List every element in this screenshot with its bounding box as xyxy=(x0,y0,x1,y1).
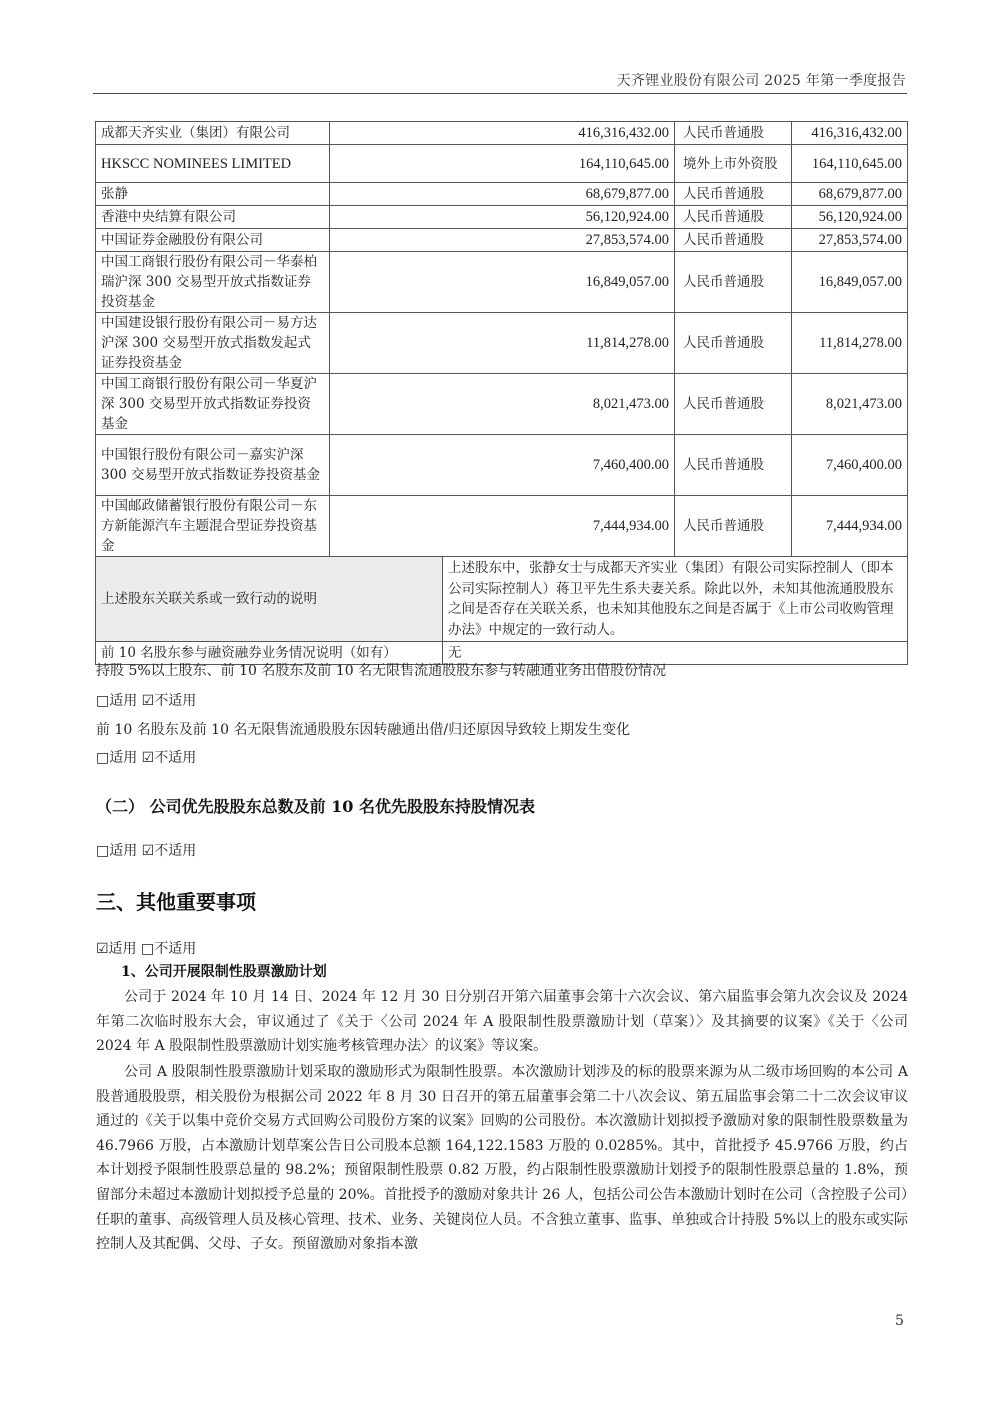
shares-held: 56,120,924.00 xyxy=(330,206,675,229)
table-row xyxy=(96,122,908,145)
table-row xyxy=(96,496,908,557)
header-rule xyxy=(93,93,907,94)
share-type: 境外上市外资股 xyxy=(675,145,792,183)
shares-held: 416,316,432.00 xyxy=(330,122,675,145)
shareholder-name: HKSCC NOMINEES LIMITED xyxy=(96,145,330,183)
shareholder-name: 中国建设银行股份有限公司－易方达沪深 300 交易型开放式指数发起式证券投资基金 xyxy=(96,313,330,374)
top-shareholders-table xyxy=(95,121,908,665)
share-type-count: 7,444,934.00 xyxy=(792,496,908,557)
share-type: 人民币普通股 xyxy=(675,183,792,206)
paragraph: 公司于 2024 年 10 月 14 日、2024 年 12 月 30 日分别召开第六届董事会第十六次会议、第六届监事会第九次会议及 2024 年第二次临时股东大会，审议通过了《关于〈公司 2024 年 A 股限制性股票激励计划（草案）〉及其摘要的议案》《关于〈公司 2024 年 A 股限制性股票激励计划实施考核管理办法〉的议案》等议案。 xyxy=(96,989,908,1055)
share-type: 人民币普通股 xyxy=(675,313,792,374)
share-type-count: 11,814,278.00 xyxy=(792,313,908,374)
lending-section-title: 持股 5%以上股东、前 10 名股东及前 10 名无限售流通股股东参与转融通业务出借股份情况 xyxy=(96,663,667,679)
incentive-plan-subheading: 1、公司开展限制性股票激励计划 xyxy=(121,964,327,980)
other-matters-applicable-checkbox: ☑适用 □不适用 xyxy=(96,941,197,957)
share-type: 人民币普通股 xyxy=(675,435,792,496)
table-row xyxy=(96,313,908,374)
lending-applicable-checkbox: □适用 ☑不适用 xyxy=(96,693,197,709)
margin-value: 无 xyxy=(443,642,908,665)
shares-held: 7,444,934.00 xyxy=(330,496,675,557)
share-type: 人民币普通股 xyxy=(675,252,792,313)
table-row xyxy=(96,206,908,229)
change-applicable-checkbox: □适用 ☑不适用 xyxy=(96,750,197,766)
table-row xyxy=(96,374,908,435)
share-type-count: 16,849,057.00 xyxy=(792,252,908,313)
share-type-count: 68,679,877.00 xyxy=(792,183,908,206)
share-type: 人民币普通股 xyxy=(675,206,792,229)
preferred-section-heading: （二） 公司优先股股东总数及前 10 名优先股股东持股情况表 xyxy=(96,797,535,816)
share-type-count: 8,021,473.00 xyxy=(792,374,908,435)
table-row xyxy=(96,145,908,183)
paragraph: 公司 A 股限制性股票激励计划采取的激励形式为限制性股票。本次激励计划涉及的标的股票来源为从二级市场回购的本公司 A 股普通股股票，相关股份为根据公司 2022 年 8 月 30 日召开的第五届董事会第二十八次会议、第五届监事会第二十二次会议审议通过的《关于以集中竞价交易方式回购公司股份方案的议案》回购的公司股份。本次激励计划拟授予激励对象的限制性股票数量为 46.7966 万股，占本激励计划草案公告日公司股本总额 164,122.1583 万股的 0.0285%。其中，首批授予 45.9766 万股，约占本计划授予限制性股票总量的 98.2%；预留限制性股票 0.82 万股，约占限制性股票激励计划授予的限制性股票总量的 1.8%，预留部分未超过本激励计划拟授予总量的 20%。首批授予的激励对象共计 26 人，包括公司公告本激励计划时在公司（含控股子公司）任职的董事、高级管理人员及核心管理、技术、业务、关键岗位人员。不含独立董事、监事、单独或合计持股 5%以上的股东或实际控制人及其配偶、父母、子女。预留激励对象指本激 xyxy=(96,1064,908,1253)
shareholder-name: 中国工商银行股份有限公司－华泰柏瑞沪深 300 交易型开放式指数证券投资基金 xyxy=(96,252,330,313)
share-type: 人民币普通股 xyxy=(675,496,792,557)
share-type-count: 7,460,400.00 xyxy=(792,435,908,496)
page-number: 5 xyxy=(895,1313,904,1329)
relation-description: 上述股东中，张静女士与成都天齐实业（集团）有限公司实际控制人（即本公司实际控制人）蒋卫平先生系夫妻关系。除此以外，未知其他流通股股东之间是否存在关联关系，也未知其他股东之间是否属于《上市公司收购管理办法》中规定的一致行动人。 xyxy=(443,557,908,642)
table-row xyxy=(96,183,908,206)
share-type: 人民币普通股 xyxy=(675,374,792,435)
table-row xyxy=(96,252,908,313)
share-type-count: 164,110,645.00 xyxy=(792,145,908,183)
shareholder-name: 中国工商银行股份有限公司－华夏沪深 300 交易型开放式指数证券投资基金 xyxy=(96,374,330,435)
shares-held: 27,853,574.00 xyxy=(330,229,675,252)
shareholder-name: 张静 xyxy=(96,183,330,206)
share-type: 人民币普通股 xyxy=(675,122,792,145)
relation-row xyxy=(96,557,908,642)
shareholder-name: 中国邮政储蓄银行股份有限公司－东方新能源汽车主题混合型证券投资基金 xyxy=(96,496,330,557)
share-type-count: 27,853,574.00 xyxy=(792,229,908,252)
shares-held: 68,679,877.00 xyxy=(330,183,675,206)
share-type-count: 56,120,924.00 xyxy=(792,206,908,229)
table-row xyxy=(96,229,908,252)
shareholder-name: 香港中央结算有限公司 xyxy=(96,206,330,229)
shareholder-name: 成都天齐实业（集团）有限公司 xyxy=(96,122,330,145)
table-row xyxy=(96,435,908,496)
share-type: 人民币普通股 xyxy=(675,229,792,252)
relation-label: 上述股东关联关系或一致行动的说明 xyxy=(96,557,443,642)
margin-label: 前 10 名股东参与融资融券业务情况说明（如有） xyxy=(96,642,443,665)
shares-held: 16,849,057.00 xyxy=(330,252,675,313)
shares-held: 11,814,278.00 xyxy=(330,313,675,374)
other-matters-heading: 三、其他重要事项 xyxy=(96,890,256,914)
shareholder-name: 中国银行股份有限公司－嘉实沪深 300 交易型开放式指数证券投资基金 xyxy=(96,435,330,496)
change-section-title: 前 10 名股东及前 10 名无限售流通股股东因转融通出借/归还原因导致较上期发生变化 xyxy=(96,722,631,738)
shareholder-name: 中国证券金融股份有限公司 xyxy=(96,229,330,252)
report-header-title: 天齐锂业股份有限公司 2025 年第一季度报告 xyxy=(616,73,906,89)
share-type-count: 416,316,432.00 xyxy=(792,122,908,145)
shares-held: 8,021,473.00 xyxy=(330,374,675,435)
shares-held: 164,110,645.00 xyxy=(330,145,675,183)
preferred-applicable-checkbox: □适用 ☑不适用 xyxy=(96,843,197,859)
shares-held: 7,460,400.00 xyxy=(330,435,675,496)
